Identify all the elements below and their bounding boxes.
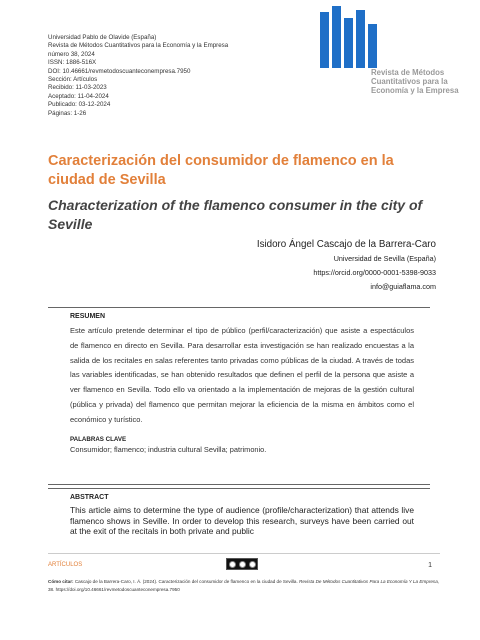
meta-received: Recibido: 11-03-2023 [48, 84, 107, 92]
footer-section-label: ARTÍCULOS [48, 562, 83, 568]
resumen-text: Este artículo pretende determinar el tipo de público (perfil/caracterización) que asiste a espectáculos de flamenco en directo en Sevilla. Para desarrollar esta investigación se han realizado encuestas a la salida de los recitales en salas referentes tanto privadas como públicas de la ciudad. A través de todas las variables identificadas, se han obtenido resultados que definen el perfil de la persona que asiste a ver flamenco en Sevilla. Todo ello va orientado a la implementación de mejoras de la gestión cultural (pública y privada) del flamenco que permitan mejorar la eficiencia de la misma en ámbitos como el económico y turístico. [70, 326, 414, 424]
footer-divider [48, 553, 440, 554]
title-english: Characterization of the flamenco consumer in the city of Seville [48, 197, 423, 232]
abstract-heading: ABSTRACT [70, 494, 109, 501]
meta-issue: número 38, 2024 [48, 50, 95, 58]
abstract-box [48, 488, 430, 537]
author-affiliation: Universidad de Sevilla (España) [333, 254, 436, 263]
meta-journal: Revista de Métodos Cuantitativos para la Economía y la Empresa [48, 42, 229, 50]
abstract-text: This article aims to determine the type of audience (profile/characterization) that attends live flamenco shows in Seville. In order to develop this research, surveys have been carried out at the exit of the recitals in both private and public [70, 505, 414, 536]
article-metadata [48, 34, 328, 118]
author-email-link[interactable]: info@guiaflama.com [370, 282, 436, 291]
meta-accepted: Aceptado: 11-04-2024 [48, 92, 109, 100]
meta-section: Sección: Artículos [48, 76, 98, 84]
meta-published: Publicado: 03-12-2024 [48, 101, 111, 109]
cite-label: Cómo citar: [48, 579, 74, 584]
keywords-text: Consumidor; flamenco; industria cultural Sevilla; patrimonio. [70, 444, 267, 454]
title-spanish: Caracterización del consumidor de flamenco en la ciudad de Sevilla [48, 153, 394, 188]
meta-university: Universidad Pablo de Olavide (España) [48, 34, 157, 41]
keywords-heading: PALABRAS CLAVE [70, 435, 127, 443]
author-orcid-link[interactable]: https://orcid.org/0000-0001-5398-9033 [313, 268, 436, 277]
citation-note [48, 578, 440, 594]
cite-text: Cascajo de la Barrera-Caro, I. Á. (2024). Caracterización del consumidor de flamenco en la ciudad de Sevilla. [74, 579, 298, 584]
author-name: Isidoro Ángel Cascajo de la Barrera-Caro [256, 239, 436, 250]
meta-pages: Páginas: 1-26 [48, 109, 87, 117]
meta-doi[interactable]: DOI: 10.46661/revmetodoscuanteconempresa.7950 [48, 67, 191, 75]
logo-line: Revista de Métodos [371, 68, 445, 77]
cite-doi-link[interactable]: 38. https://doi.org/10.46661/revmetodoscuanteconempresa.7950 [48, 587, 180, 592]
logo-line: Economía y la Empresa [371, 86, 459, 96]
page-number: 1 [428, 562, 432, 569]
meta-issn: ISSN: 1886-516X [48, 59, 97, 67]
resumen-heading: RESUMEN [70, 313, 106, 320]
cite-journal: Revista De Métodos Cuantitativos Para La Economía Y La Empresa, [299, 579, 440, 584]
resumen-box [48, 307, 430, 485]
author-block [136, 238, 436, 294]
journal-logo-icon [320, 6, 382, 68]
creative-commons-icon[interactable] [226, 558, 258, 570]
journal-logo-text [371, 68, 471, 96]
logo-line: Cuantitativos para la [371, 77, 448, 87]
